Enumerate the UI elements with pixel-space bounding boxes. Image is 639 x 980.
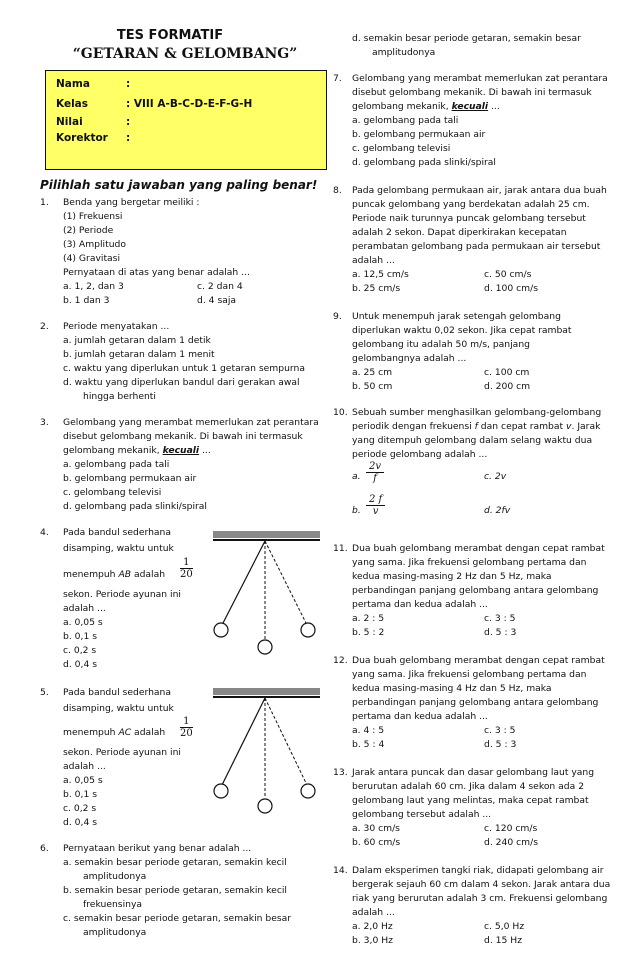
- segment-label: AC: [118, 727, 132, 738]
- option-d[interactable]: d. 2fv: [484, 505, 511, 516]
- question-line: disamping, waktu untuk: [63, 543, 174, 554]
- option-d-cont: hingga berhenti: [83, 391, 156, 402]
- option-b[interactable]: b. 5 : 4: [352, 739, 385, 750]
- question-line: Pada bandul sederhana: [63, 687, 171, 698]
- frequency-symbol: f: [474, 421, 478, 432]
- question-line: bergerak sejauh 60 cm dalam 4 sekon. Jarak antara dua: [352, 879, 611, 890]
- option-c-cont: amplitudonya: [83, 927, 147, 938]
- fraction-numerator: 1: [180, 557, 193, 569]
- fraction-denominator: 20: [180, 569, 193, 580]
- option-a[interactable]: a. 30 cm/s: [352, 823, 400, 834]
- question-prompt: Pernyataan di atas yang benar adalah ...: [63, 267, 250, 278]
- question-number: 1.: [40, 197, 49, 208]
- option-b-fraction: [366, 494, 385, 517]
- option-c[interactable]: c. 100 cm: [484, 367, 530, 378]
- question-text: dan cepat rambat: [477, 421, 567, 432]
- question-line: adalah ...: [352, 907, 395, 918]
- question-line: gelombang itu adalah 50 m/s, panjang: [352, 339, 530, 350]
- question-line: perbandingan panjang gelombang antara gelombang: [352, 697, 599, 708]
- question-line: adalah ...: [352, 255, 395, 266]
- question-line: Pada bandul sederhana: [63, 527, 171, 538]
- option-a[interactable]: a. 4 : 5: [352, 725, 385, 736]
- question-number: 9.: [333, 311, 342, 322]
- test-subtitle: “GETARAN & GELOMBANG”: [72, 46, 298, 62]
- option-a[interactable]: a. 0,05 s: [63, 617, 103, 628]
- list-item: (1) Frekuensi: [63, 211, 123, 222]
- option-b[interactable]: b. 60 cm/s: [352, 837, 401, 848]
- option-d[interactable]: d. 5 : 3: [484, 739, 517, 750]
- question-line: [352, 100, 500, 114]
- option-b[interactable]: b. 0,1 s: [63, 631, 97, 642]
- option-d[interactable]: d. 100 cm/s: [484, 283, 539, 294]
- emphasis-word: kecuali: [162, 445, 200, 456]
- option-b[interactable]: b. gelombang permukaan air: [63, 473, 197, 484]
- option-c[interactable]: c. 3 : 5: [484, 725, 516, 736]
- pendulum-bob-c: [301, 784, 315, 798]
- question-number: 11.: [333, 543, 348, 554]
- question-line: adalah ...: [63, 603, 106, 614]
- question-line: [352, 420, 600, 434]
- option-c[interactable]: c. 5,0 Hz: [484, 921, 525, 932]
- fraction-denominator: f: [373, 473, 377, 484]
- list-item: (2) Periode: [63, 225, 114, 236]
- question-number: 3.: [40, 417, 49, 428]
- option-a[interactable]: a. 0,05 s: [63, 775, 103, 786]
- question-line: gelombangnya adalah ...: [352, 353, 467, 364]
- fraction-numerator: 2 f: [366, 494, 385, 506]
- question-number: 5.: [40, 687, 49, 698]
- option-d[interactable]: d. gelombang pada slinki/spiral: [63, 501, 207, 512]
- option-d[interactable]: d. 240 cm/s: [484, 837, 539, 848]
- option-b[interactable]: b. 50 cm: [352, 381, 393, 392]
- option-d-cont: amplitudonya: [372, 47, 436, 58]
- pendulum-bob-b: [258, 799, 272, 813]
- class-value: : VIII A-B-C-D-E-F-G-H: [126, 98, 253, 110]
- question-line: periode gelombang adalah ...: [352, 449, 488, 460]
- score-value: :: [126, 116, 131, 128]
- option-c[interactable]: c. 2 dan 4: [197, 281, 243, 292]
- list-item: (3) Amplitudo: [63, 239, 126, 250]
- option-b[interactable]: b. 0,1 s: [63, 789, 97, 800]
- option-d[interactable]: d. 4 saja: [197, 295, 237, 306]
- question-number: 8.: [333, 185, 342, 196]
- option-b[interactable]: b. jumlah getaran dalam 1 menit: [63, 349, 215, 360]
- question-line: Jarak antara puncak dan dasar gelombang laut yang: [352, 767, 595, 778]
- question-line: perbandingan panjang gelombang antara gelombang: [352, 585, 599, 596]
- question-stem: Benda yang bergetar meiliki :: [63, 197, 200, 208]
- option-a[interactable]: a. 2 : 5: [352, 613, 385, 624]
- option-d[interactable]: d. semakin besar periode getaran, semakin besar: [352, 33, 581, 44]
- option-a[interactable]: a. 25 cm: [352, 367, 393, 378]
- score-label: Nilai: [56, 116, 83, 128]
- question-line: sekon. Periode ayunan ini: [63, 747, 181, 758]
- question-line: pertama dan kedua adalah ...: [352, 711, 488, 722]
- question-line: Periode naik turunnya puncak gelombang tersebut: [352, 213, 586, 224]
- fraction-numerator: 2v: [366, 461, 384, 473]
- option-b[interactable]: b. 3,0 Hz: [352, 935, 393, 946]
- option-d[interactable]: d. gelombang pada slinki/spiral: [352, 157, 496, 168]
- question-line: yang sama. Jika frekuensi gelombang pertama dan: [352, 557, 587, 568]
- segment-label: AB: [118, 569, 132, 580]
- option-a[interactable]: a. 2,0 Hz: [352, 921, 393, 932]
- option-a[interactable]: a. gelombang pada tali: [63, 459, 170, 470]
- question-text: menempuh: [63, 569, 119, 580]
- option-c[interactable]: c. gelombang televisi: [352, 143, 451, 154]
- question-text: gelombang mekanik,: [352, 101, 452, 112]
- question-line: perambatan gelombang pada permukaan air tersebut: [352, 241, 601, 252]
- option-c[interactable]: c. 2v: [484, 471, 507, 482]
- question-text: menempuh: [63, 727, 119, 738]
- option-c[interactable]: c. 50 cm/s: [484, 269, 532, 280]
- question-text: adalah: [131, 727, 166, 738]
- option-c[interactable]: c. 0,2 s: [63, 645, 97, 656]
- question-line: yang sama. Jika frekuensi gelombang pertama dan: [352, 669, 587, 680]
- option-b[interactable]: b. gelombang permukaan air: [352, 129, 486, 140]
- velocity-symbol: v: [566, 421, 572, 432]
- question-number: 7.: [333, 73, 342, 84]
- instruction: Pilihlah satu jawaban yang paling benar!: [40, 178, 318, 192]
- question-stem: Pernyataan berikut yang benar adalah ...: [63, 843, 252, 854]
- question-number: 2.: [40, 321, 49, 332]
- option-d[interactable]: d. 200 cm: [484, 381, 531, 392]
- option-b-cont: frekuensinya: [83, 899, 143, 910]
- option-c[interactable]: c. 0,2 s: [63, 803, 97, 814]
- emphasis-word: kecuali: [451, 101, 489, 112]
- option-a[interactable]: a. jumlah getaran dalam 1 detik: [63, 335, 211, 346]
- class-label: Kelas: [56, 98, 89, 110]
- question-line: sekon. Periode ayunan ini: [63, 589, 181, 600]
- option-b[interactable]: b. 5 : 2: [352, 627, 385, 638]
- pendulum-bob-a: [214, 784, 228, 798]
- option-d[interactable]: d. 5 : 3: [484, 627, 517, 638]
- question-line: berurutan adalah 60 cm. Jika dalam 4 sekon ada 2: [352, 781, 585, 792]
- option-d[interactable]: d. 0,4 s: [63, 659, 97, 670]
- question-line: riak yang berurutan adalah 3 cm. Frekuensi gelombang: [352, 893, 608, 904]
- question-line: Dua buah gelombang merambat dengan cepat rambat: [352, 543, 605, 554]
- option-c[interactable]: c. waktu yang diperlukan untuk 1 getaran sempurna: [63, 363, 305, 374]
- question-text: periodik dengan frekuensi: [352, 421, 475, 432]
- question-line: gelombang tersebut adalah ...: [352, 809, 492, 820]
- question-line: diperlukan waktu 0,02 sekon. Jika cepat rambat: [352, 325, 572, 336]
- test-title: TES FORMATIF: [116, 28, 224, 43]
- question-line: disebut gelombang mekanik. Di bawah ini termasuk: [352, 87, 592, 98]
- question-number: 6.: [40, 843, 49, 854]
- question-line: adalah ...: [63, 761, 106, 772]
- question-line: adalah 2 sekon. Dapat diperkirakan kecepatan: [352, 227, 567, 238]
- name-value: :: [126, 78, 131, 90]
- question-line: yang ditempuh gelombang dalam selang waktu dua: [352, 435, 593, 446]
- option-b[interactable]: b. 25 cm/s: [352, 283, 401, 294]
- option-c[interactable]: c. gelombang televisi: [63, 487, 162, 498]
- option-a[interactable]: a.: [352, 471, 361, 482]
- option-a-cont: amplitudonya: [83, 871, 147, 882]
- question-line: pertama dan kedua adalah ...: [352, 599, 488, 610]
- question-line: kedua masing-masing 4 Hz dan 5 Hz, maka: [352, 683, 552, 694]
- option-a-fraction: [366, 461, 384, 484]
- option-a[interactable]: a. semakin besar periode getaran, semakin kecil: [63, 857, 287, 868]
- fraction-numerator: 1: [180, 716, 193, 728]
- option-d[interactable]: d. 0,4 s: [63, 817, 97, 828]
- option-a[interactable]: a. gelombang pada tali: [352, 115, 459, 126]
- corrector-value: :: [126, 132, 131, 144]
- question-stem: Periode menyatakan ...: [63, 321, 170, 332]
- option-d[interactable]: d. 15 Hz: [484, 935, 523, 946]
- question-line: gelombang laut yang melintas, maka cepat rambat: [352, 795, 589, 806]
- question-number: 12.: [333, 655, 348, 666]
- option-c[interactable]: c. 3 : 5: [484, 613, 516, 624]
- option-b[interactable]: b. 1 dan 3: [63, 295, 110, 306]
- option-a[interactable]: a. 1, 2, dan 3: [63, 281, 124, 292]
- question-line: Untuk menempuh jarak setengah gelombang: [352, 311, 561, 322]
- question-ellipsis: ...: [199, 445, 211, 456]
- option-a[interactable]: a. 12,5 cm/s: [352, 269, 409, 280]
- question-text: . Jarak: [571, 421, 601, 432]
- question-number: 4.: [40, 527, 49, 538]
- option-b[interactable]: b. semakin besar periode getaran, semakin kecil: [63, 885, 287, 896]
- question-line: Sebuah sumber menghasilkan gelombang-gelombang: [352, 407, 602, 418]
- question-line: disebut gelombang mekanik. Di bawah ini termasuk: [63, 431, 303, 442]
- question-line: Gelombang yang merambat memerlukan zat perantara: [352, 73, 608, 84]
- question-line: Dua buah gelombang merambat dengan cepat rambat: [352, 655, 605, 666]
- option-d[interactable]: d. waktu yang diperlukan bandul dari gerakan awal: [63, 377, 300, 388]
- question-ellipsis: ...: [488, 101, 500, 112]
- option-c[interactable]: c. 120 cm/s: [484, 823, 538, 834]
- question-text: adalah: [131, 569, 166, 580]
- fraction-denominator: 20: [180, 728, 193, 739]
- option-c[interactable]: c. semakin besar periode getaran, semakin besar: [63, 913, 292, 924]
- question-text: gelombang mekanik,: [63, 445, 163, 456]
- question-number: 14.: [333, 865, 348, 876]
- question-line: kedua masing-masing 2 Hz dan 5 Hz, maka: [352, 571, 552, 582]
- question-line: puncak gelombang yang berdekatan adalah 25 cm.: [352, 199, 590, 210]
- option-b[interactable]: b.: [352, 505, 361, 516]
- list-item: (4) Gravitasi: [63, 253, 121, 264]
- question-line: Pada gelombang permukaan air, jarak antara dua buah: [352, 185, 607, 196]
- question-number: 10.: [333, 407, 348, 418]
- question-line: Dalam eksperimen tangki riak, didapati gelombang air: [352, 865, 604, 876]
- question-number: 13.: [333, 767, 348, 778]
- question-line: disamping, waktu untuk: [63, 703, 174, 714]
- question-line: Gelombang yang merambat memerlukan zat perantara: [63, 417, 319, 428]
- corrector-label: Korektor: [56, 132, 108, 144]
- name-label: Nama: [56, 78, 90, 90]
- fraction-denominator: v: [372, 506, 379, 517]
